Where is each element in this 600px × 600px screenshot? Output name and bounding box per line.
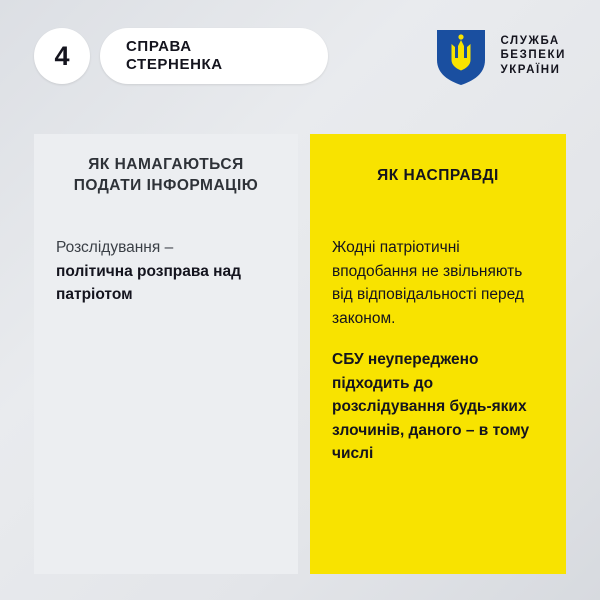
- paragraph-spacer: [332, 330, 544, 348]
- column-truth-header: [310, 134, 566, 218]
- column-claim-heading-line1: ЯК НАМАГАЮТЬСЯ: [88, 156, 244, 174]
- logo-text-line1: СЛУЖБА: [500, 34, 560, 47]
- column-claim-heading: [74, 155, 259, 197]
- page-title-line1: СПРАВА: [126, 37, 192, 55]
- page-title-line2: СТЕРНЕНКА: [126, 56, 223, 73]
- column-truth: [310, 134, 566, 574]
- column-claim-body: [34, 218, 298, 574]
- column-claim-header: [34, 134, 298, 218]
- logo-text-line3: УКРАЇНИ: [500, 63, 561, 76]
- column-truth-heading: ЯК НАСПРАВДІ: [377, 166, 499, 184]
- sbu-logo: [433, 26, 566, 86]
- column-claim: [34, 134, 298, 574]
- comparison-columns: [34, 134, 566, 574]
- column-truth-body: [310, 218, 566, 574]
- sbu-trident-emblem: [433, 26, 489, 86]
- column-truth-text-normal: Жодні патріотичні вподобання не звільняють від відповідальності перед законом.: [332, 239, 524, 327]
- slide-number-badge: 4: [34, 28, 90, 84]
- column-truth-text-bold: СБУ неупереджено підходить до розслідування будь-яких злочинів, даного – в тому числі: [332, 351, 530, 463]
- title-pill: [100, 28, 328, 84]
- sbu-logo-text: [500, 36, 566, 77]
- column-claim-heading-line2: ПОДАТИ ІНФОРМАЦІЮ: [73, 177, 259, 194]
- logo-text-line2: БЕЗПЕКИ: [500, 49, 566, 62]
- column-claim-text-bold: політична розправа над патріотом: [56, 262, 241, 304]
- column-claim-text-normal: Розслідування –: [56, 239, 174, 256]
